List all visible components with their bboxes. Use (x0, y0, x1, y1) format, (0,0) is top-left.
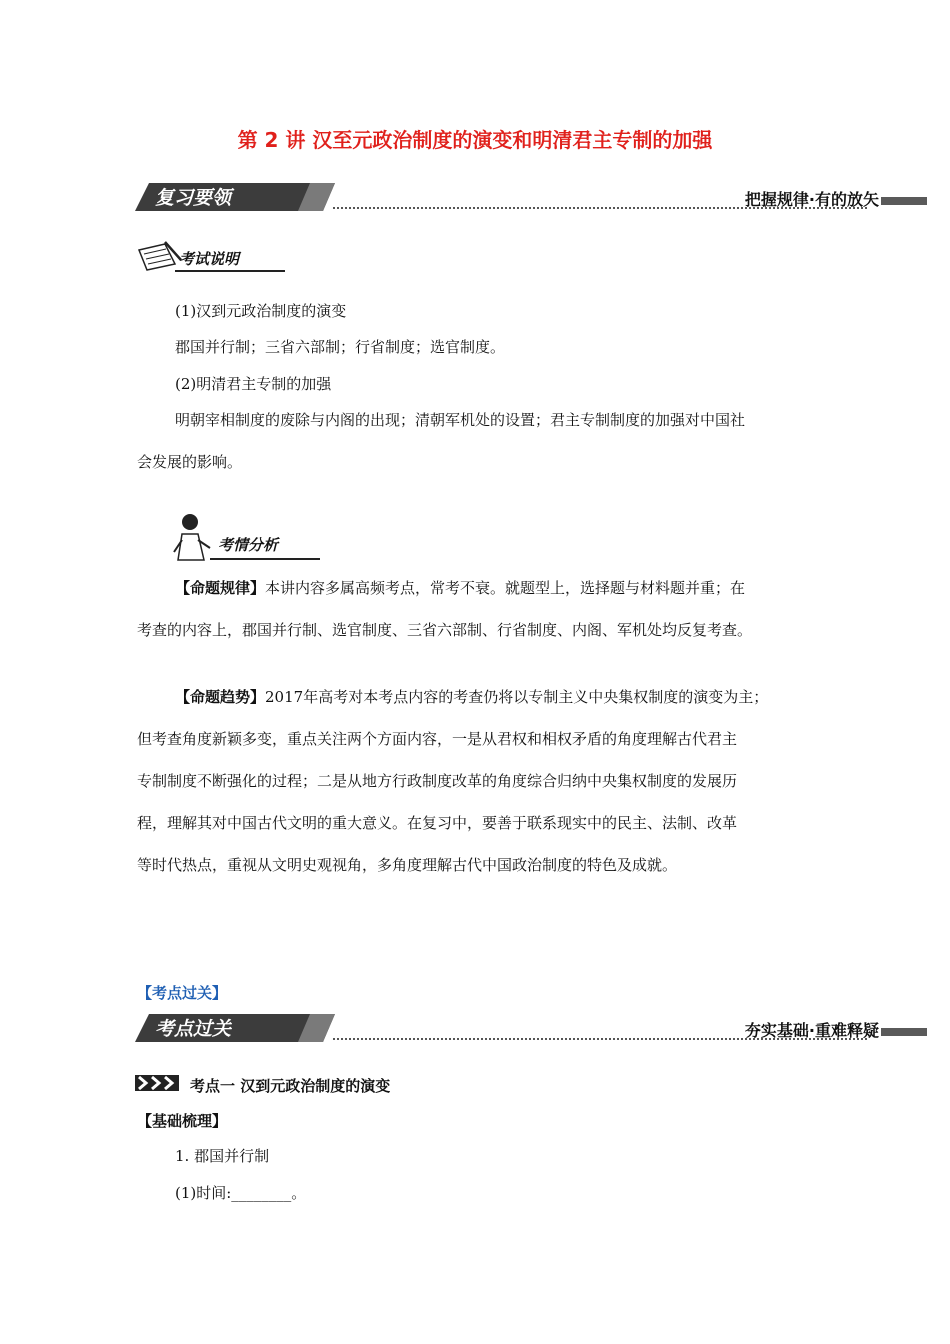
banner-right-text: 夯实基础·重难释疑 (744, 1021, 879, 1040)
trend-line-5: 等时代热点，重视从文明史观视角，多角度理解古代中国政治制度的特色及成就。 (137, 856, 678, 874)
exam-item-4: 明朝宰相制度的废除与内阁的出现；清朝军机处的设置；君主专制制度的加强对中国社 (175, 411, 746, 429)
badge-underline (210, 558, 320, 560)
keypoint-title: 考点一 汉到元政治制度的演变 (190, 1077, 391, 1095)
trend-line-4: 程，理解其对中国古代文明的重大意义。在复习中，要善于联系现实中的民主、法制、改革 (137, 814, 738, 832)
item-1: 1. 郡国并行制 (175, 1147, 270, 1165)
trend-line-3: 专制制度不断强化的过程；二是从地方行政制度改革的角度综合归纳中央集权制度的发展历 (137, 772, 738, 790)
banner-tag-shape (135, 1014, 335, 1042)
badge-label: 考试说明 (179, 250, 240, 268)
trend-label: 【命题趋势】 (175, 688, 266, 706)
banner-tag-text: 考点过关 (155, 1018, 232, 1040)
triple-chevron-icon (135, 1075, 179, 1091)
badge-label: 考情分析 (218, 536, 279, 554)
exam-item-1: (1)汉到元政治制度的演变 (175, 302, 347, 320)
section-banner-keypoints (135, 1014, 927, 1044)
rule-label: 【命题规律】 (175, 579, 266, 597)
trend-line-2: 但考查角度新颖多变，重点关注两个方面内容，一是从君权和相权矛盾的角度理解古代君主 (137, 730, 738, 748)
exam-item-3: (2)明清君主专制的加强 (175, 375, 332, 393)
trend-line-1 (175, 687, 768, 707)
banner-end-bar (881, 197, 927, 205)
basic-label: 【基础梳理】 (137, 1112, 228, 1130)
person-icon (170, 512, 214, 562)
badge-exam-notes (135, 240, 285, 276)
badge-underline (175, 270, 285, 272)
badge-analysis (170, 512, 320, 562)
banner-end-bar (881, 1028, 927, 1036)
banner-right-text: 把握规律·有的放矢 (744, 190, 879, 209)
page-title: 第 2 讲 汉至元政治制度的演变和明清君主专制的加强 (237, 128, 713, 152)
trend-text: 2017年高考对本考点内容的考查仍将以专制主义中央集权制度的演变为主； (265, 688, 769, 706)
exam-item-5: 会发展的影响。 (137, 453, 243, 471)
section-banner-review (135, 183, 927, 213)
item-1-1: (1)时间:________。 (175, 1184, 307, 1202)
kd-label: 【考点过关】 (137, 984, 228, 1002)
rule-line-1 (175, 578, 745, 598)
exam-item-2: 郡国并行制；三省六部制；行省制度；选官制度。 (175, 338, 506, 356)
rule-text: 本讲内容多属高频考点，常考不衰。就题型上，选择题与材料题并重；在 (265, 579, 746, 597)
rule-line-2: 考查的内容上，郡国并行制、选官制度、三省六部制、行省制度、内阁、军机处均反复考查。 (137, 621, 753, 639)
banner-tag-shape (135, 183, 335, 211)
banner-tag-text: 复习要领 (155, 187, 232, 209)
